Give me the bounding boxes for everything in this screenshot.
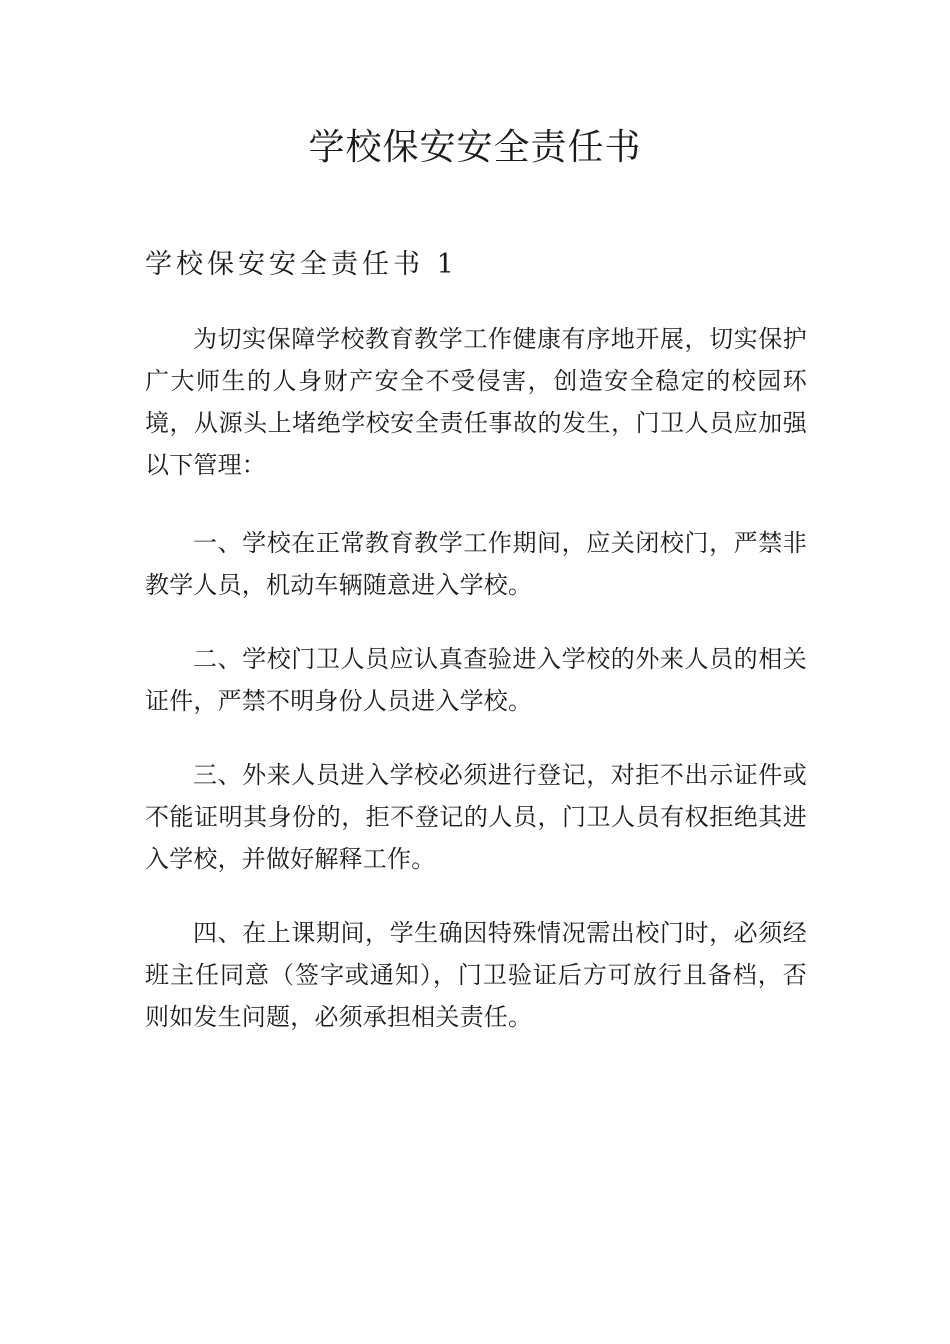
clause-paragraph-1: 一、学校在正常教育教学工作期间，应关闭校门，严禁非教学人员，机动车辆随意进入学校。 — [145, 529, 807, 599]
document-body — [145, 318, 807, 1070]
section-heading: 学校保安安全责任书 1 — [145, 249, 458, 280]
document-title: 学校保安安全责任书 — [308, 127, 642, 168]
clause-paragraph-3: 三、外来人员进入学校必须进行登记，对拒不出示证件或不能证明其身份的，拒不登记的人员，门卫人员有权拒绝其进入学校，并做好解释工作。 — [145, 761, 807, 873]
clause-paragraph-2: 二、学校门卫人员应认真查验进入学校的外来人员的相关证件，严禁不明身份人员进入学校。 — [145, 645, 807, 715]
intro-paragraph: 为切实保障学校教育教学工作健康有序地开展，切实保护广大师生的人身财产安全不受侵害，创造安全稳定的校园环境，从源头上堵绝学校安全责任事故的发生，门卫人员应加强以下管理： — [145, 325, 807, 479]
clause-paragraph-4: 四、在上课期间，学生确因特殊情况需出校门时，必须经班主任同意（签字或通知），门卫验证后方可放行且备档，否则如发生问题，必须承担相关责任。 — [145, 919, 807, 1031]
